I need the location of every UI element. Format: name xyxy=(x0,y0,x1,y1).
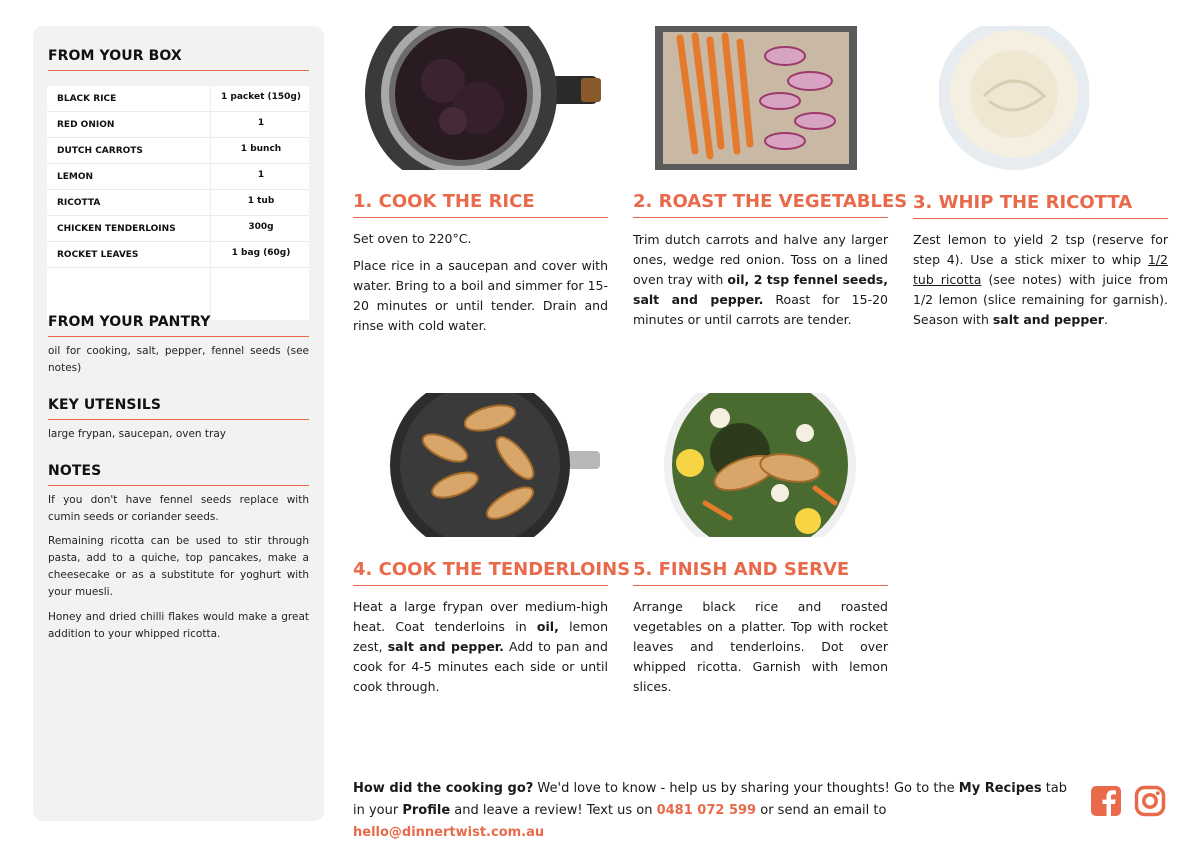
step-1-para: Place rice in a saucepan and cover with water. Bring to a boil and simmer for 15-20 minutes or until tender. Drain and rinse with cold water. xyxy=(353,258,608,333)
ingredient-name: BLACK RICE xyxy=(57,94,117,104)
step-4-text-part: lemon zest, xyxy=(353,619,608,654)
note-1: If you don't have fennel seeds replace with cumin seeds or coriander seeds. xyxy=(48,494,309,523)
footer-question: How did the cooking go? xyxy=(353,781,534,796)
step-2-text xyxy=(633,230,888,330)
ingredient-name: ROCKET LEAVES xyxy=(57,250,139,260)
ingredient-qty: 1 xyxy=(257,118,265,128)
ingredient-row xyxy=(47,138,309,164)
step-2-bold-part: oil, 2 tsp fennel seeds, salt and pepper. xyxy=(633,272,888,307)
ingredient-row xyxy=(47,242,309,268)
ingredient-name: RICOTTA xyxy=(57,198,101,208)
facebook-icon[interactable] xyxy=(1090,785,1122,817)
tenderloins-frypan-image xyxy=(390,393,600,537)
ingredient-name: DUTCH CARROTS xyxy=(57,146,143,156)
my-recipes-link[interactable]: My Recipes xyxy=(958,781,1042,796)
step-1-title: 1. COOK THE RICE xyxy=(353,191,535,212)
notes-heading-rule xyxy=(48,485,309,486)
step-3-underlined-part: 1/2 tub ricotta xyxy=(913,252,1168,287)
ingredient-qty: 1 tub xyxy=(247,196,275,206)
step-5-text xyxy=(633,597,888,704)
whipped-ricotta-bowl-image xyxy=(939,26,1089,170)
step-4-text-part: Heat a large frypan over medium-high heat. Coat tenderloins in xyxy=(353,599,608,634)
ingredient-row xyxy=(47,190,309,216)
notes-heading: NOTES xyxy=(48,463,102,479)
step-4-text-part: Add to pan and cook for 4-5 minutes each side or until cook through. xyxy=(353,639,608,694)
finished-platter-image xyxy=(660,393,865,537)
footer-text: tab in your xyxy=(353,781,1068,818)
step-3-text-part: (see notes) with juice from 1/2 lemon (slice remaining for garnish). Season with xyxy=(913,272,1168,327)
step-4-title: 4. COOK THE TENDERLOINS xyxy=(353,559,631,580)
step-2-text-part: Trim dutch carrots and halve any larger ones, wedge red onion. Toss on a lined oven tray with xyxy=(633,232,888,287)
ingredient-qty: 300g xyxy=(248,222,274,232)
step-3-text xyxy=(913,230,1168,330)
feedback-footer xyxy=(353,778,1073,844)
step-2-text-part: Roast for 15-20 minutes or until carrots are tender. xyxy=(633,292,888,327)
pantry-heading: FROM YOUR PANTRY xyxy=(48,314,211,330)
step-3-text-part: Zest lemon to yield 2 tsp (reserve for step 4). Use a stick mixer to whip xyxy=(913,232,1168,267)
step-1-text xyxy=(353,229,608,343)
footer-text: We'd love to know - help us by sharing your thoughts! Go to the xyxy=(533,781,959,796)
pantry-heading-rule xyxy=(48,336,309,337)
black-rice-strainer-image xyxy=(353,26,608,170)
pantry-text: oil for cooking, salt, pepper, fennel seeds (see notes) xyxy=(48,345,309,374)
step-4-text xyxy=(353,597,608,697)
step-2-rule xyxy=(633,217,888,218)
sidebar xyxy=(33,26,324,821)
step-3-bold-part: salt and pepper xyxy=(992,312,1104,327)
ingredient-name: RED ONION xyxy=(57,120,115,130)
ingredient-qty: 1 xyxy=(257,170,265,180)
instagram-icon[interactable] xyxy=(1134,785,1166,817)
email-link[interactable]: hello@dinnertwist.com.au xyxy=(353,825,545,840)
step-2-title: 2. ROAST THE VEGETABLES xyxy=(633,191,908,212)
utensils-heading: KEY UTENSILS xyxy=(48,397,162,413)
note-3: Honey and dried chilli flakes would make a great addition to your whipped ricotta. xyxy=(48,611,309,640)
ingredient-name: LEMON xyxy=(57,172,94,182)
step-3-title: 3. WHIP THE RICOTTA xyxy=(913,192,1133,213)
ingredient-row xyxy=(47,112,309,138)
box-heading-rule xyxy=(48,70,309,71)
roast-vegetables-tray-image xyxy=(655,26,857,170)
step-3-rule xyxy=(913,218,1168,219)
utensils-heading-rule xyxy=(48,419,309,420)
ingredient-row xyxy=(47,164,309,190)
step-3-text-part: . xyxy=(1103,312,1108,327)
box-heading: FROM YOUR BOX xyxy=(48,48,182,64)
step-5-title: 5. FINISH AND SERVE xyxy=(633,559,850,580)
ingredient-qty: 1 bag (60g) xyxy=(231,248,291,258)
ingredient-qty: 1 bunch xyxy=(240,144,282,154)
step-1-rule xyxy=(353,217,608,218)
footer-text: and leave a review! Text us on xyxy=(450,803,657,818)
step-5-rule xyxy=(633,585,888,586)
step-1-para: Set oven to 220°C. xyxy=(353,231,472,246)
step-4-bold-part: salt and pepper. xyxy=(387,639,504,654)
ingredient-name: CHICKEN TENDERLOINS xyxy=(57,224,176,234)
footer-text: or send an email to xyxy=(756,803,887,818)
utensils-text: large frypan, saucepan, oven tray xyxy=(48,428,226,440)
ingredient-qty: 1 packet (150g) xyxy=(221,92,301,102)
profile-link[interactable]: Profile xyxy=(402,803,451,818)
step-4-rule xyxy=(353,585,608,586)
ingredients-table xyxy=(47,86,309,320)
step-4-bold-part: oil, xyxy=(536,619,559,634)
ingredient-row xyxy=(47,216,309,242)
step-5-para: Arrange black rice and roasted vegetables on a platter. Top with rocket leaves and tenderloins. Dot over whipped ricotta. Garnish with lemon slices. xyxy=(633,599,888,694)
note-2: Remaining ricotta can be used to stir through pasta, add to a quiche, top pancakes, make a cheesecake or as a substitute for yoghurt with your muesli. xyxy=(48,535,309,598)
ingredient-row xyxy=(47,86,309,112)
phone-link[interactable]: 0481 072 599 xyxy=(656,803,757,818)
